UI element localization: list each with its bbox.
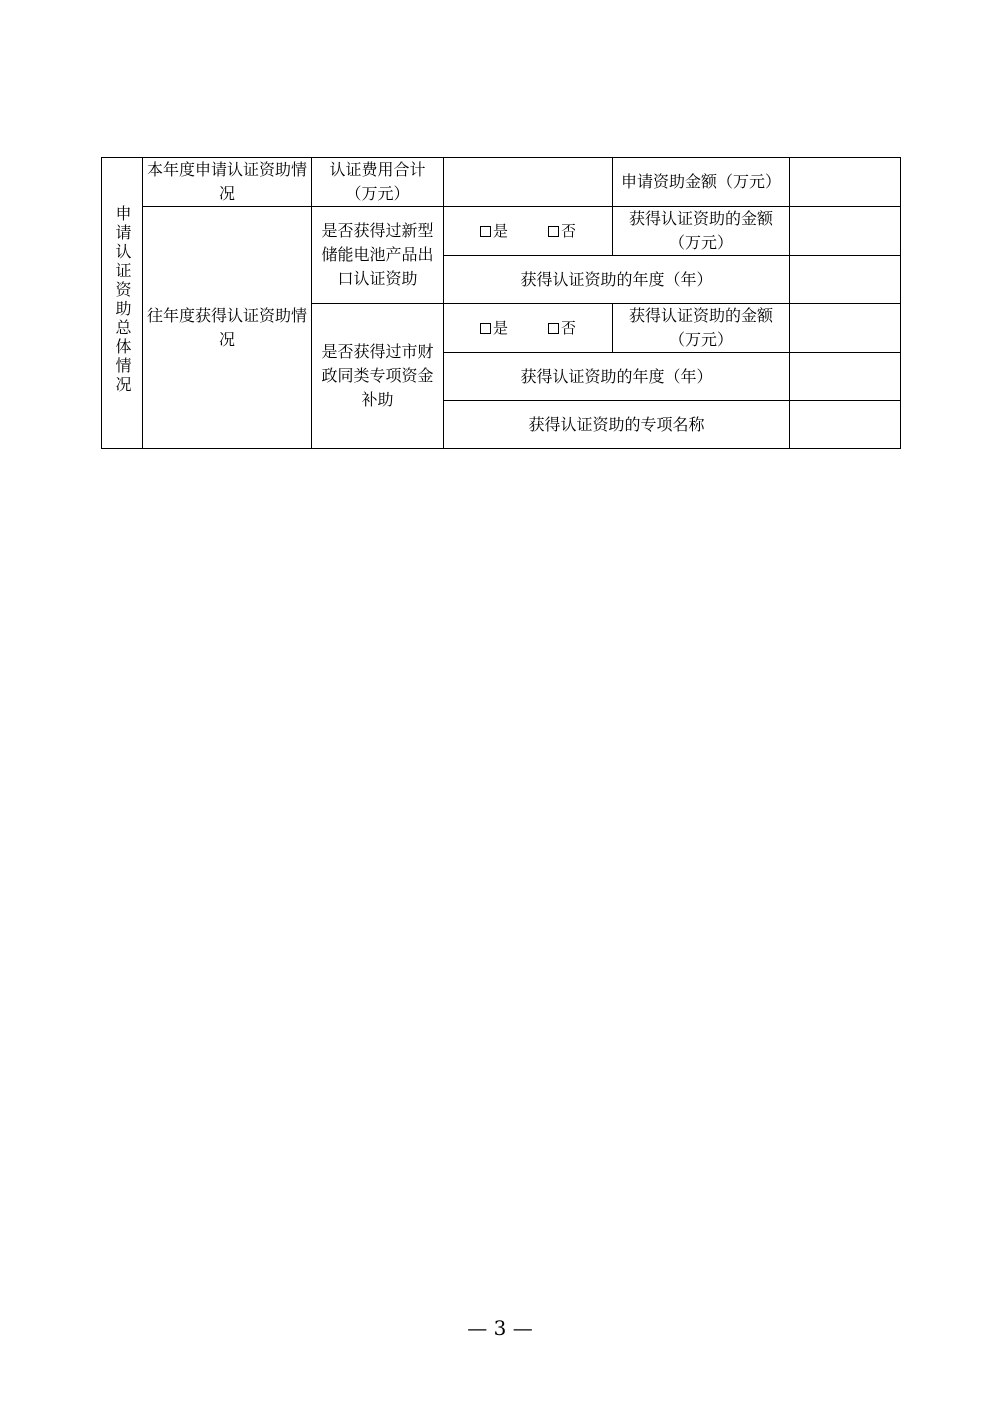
cost-total-field[interactable] bbox=[444, 158, 613, 207]
past-years-label: 往年度获得认证资助情况 bbox=[143, 207, 312, 449]
q1-yes-label: 是 bbox=[492, 222, 508, 240]
q2-no-label: 否 bbox=[561, 319, 577, 337]
q2-no-checkbox[interactable] bbox=[548, 316, 576, 340]
q2-question: 是否获得过市财政同类专项资金补助 bbox=[312, 304, 444, 449]
cost-total-label: 认证费用合计（万元） bbox=[312, 158, 444, 207]
q2-amount-label: 获得认证资助的金额（万元） bbox=[613, 304, 790, 353]
q1-no-checkbox[interactable] bbox=[548, 219, 576, 243]
q1-year-field[interactable] bbox=[790, 256, 901, 304]
q2-yes-label: 是 bbox=[492, 319, 508, 337]
q2-year-label: 获得认证资助的年度（年） bbox=[444, 353, 790, 401]
q1-amount-label: 获得认证资助的金额（万元） bbox=[613, 207, 790, 256]
q1-amount-field[interactable] bbox=[790, 207, 901, 256]
q2-name-label: 获得认证资助的专项名称 bbox=[444, 401, 790, 449]
apply-amount-label: 申请资助金额（万元） bbox=[613, 158, 790, 207]
subsidy-form-table bbox=[101, 157, 901, 449]
checkbox-icon bbox=[548, 323, 559, 334]
q2-year-field[interactable] bbox=[790, 353, 901, 401]
q2-name-field[interactable] bbox=[790, 401, 901, 449]
checkbox-icon bbox=[480, 323, 491, 334]
section-title: 申请认证资助总体情况 bbox=[113, 204, 132, 395]
apply-amount-field[interactable] bbox=[790, 158, 901, 207]
q2-amount-field[interactable] bbox=[790, 304, 901, 353]
current-year-label: 本年度申请认证资助情况 bbox=[143, 158, 312, 207]
q2-yes-checkbox[interactable] bbox=[480, 316, 508, 340]
q1-question: 是否获得过新型储能电池产品出口认证资助 bbox=[312, 207, 444, 304]
checkbox-icon bbox=[548, 226, 559, 237]
q1-yes-checkbox[interactable] bbox=[480, 219, 508, 243]
q2-choice-cell bbox=[444, 304, 613, 353]
q1-choice-cell bbox=[444, 207, 613, 256]
checkbox-icon bbox=[480, 226, 491, 237]
section-title-cell bbox=[102, 158, 143, 449]
q1-year-label: 获得认证资助的年度（年） bbox=[444, 256, 790, 304]
page-number: — 3 — bbox=[467, 1316, 533, 1340]
q1-no-label: 否 bbox=[561, 222, 577, 240]
